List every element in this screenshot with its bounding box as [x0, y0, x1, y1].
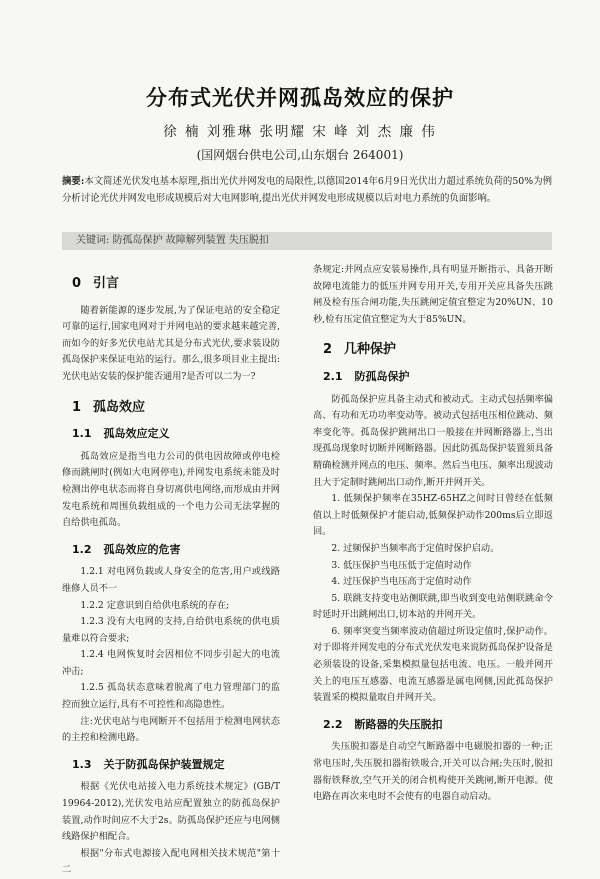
keywords-label: 关键词:	[76, 235, 110, 246]
paper-title: 分布式光伏并网孤岛效应的保护	[146, 86, 454, 110]
list-item: 1.2.4 电网恢复时会因相位不同步引起大的电流冲击;	[62, 649, 280, 677]
subsection-heading: 2.2 断路器的失压脱扣	[323, 717, 443, 731]
subsection-heading: 1.2 孤岛效应的危害	[72, 542, 181, 556]
keywords-text: 防孤岛保护 故障解列装置 失压脱扣	[112, 235, 269, 246]
paragraph: 条规定:并网点应安装易操作,具有明显开断指示、具备开断故障电流能力的低压并网专用开关,专用开关应具备失压跳闸及检有压合闸功能,失压跳闸定值宜整定为20%UN、10秒,检有压定值宜整定为大于85%UN。	[313, 264, 553, 325]
paragraph: 根据"分布式电源接入配电网相关技术规范"第十二	[62, 847, 280, 876]
paragraph: 根据《光伏电站接入电力系统技术规定》(GB/T 19964-2012),光伏发电站应配置独立的防孤岛保护装置,动作时间应不大于2s。防孤岛保护还应与电网侧线路保护相配合。	[62, 781, 280, 843]
keywords-bar	[62, 232, 552, 250]
list-item: 1.2.1 对电网负载或人身安全的危害,用户或线路维修人员不一	[62, 566, 280, 594]
list-item: 1.2.3 没有大电网的支持,自给供电系统的供电质量难以符合要求;	[62, 616, 280, 644]
subsection-heading: 2.1 防孤岛保护	[323, 369, 410, 383]
list-item: 1.2.2 定意识到自给供电系统的存在;	[80, 599, 230, 611]
subsection-heading: 1.3 关于防孤岛保护装置规定	[72, 757, 225, 771]
affiliation: (国网烟台供电公司,山东烟台 264001)	[196, 148, 404, 162]
authors: 徐 楠 刘雅琳 张明耀 宋 峰 刘 杰 廉 伟	[163, 124, 437, 140]
paragraph: 防孤岛保护应具备主动式和被动式。主动式包括频率偏高、有功和无功功率变动等。被动式包括电压相位跳动、频率变化等。孤岛保护跳闸出口一般接在并网断路器上,当出现孤岛现象时切断并网断路器。因此防孤岛保护装置须具备精确检测并网点的电压、频率。然后当电压、频率出现波动且大于定制时跳闸出口动作,断开并网开关。	[313, 393, 553, 488]
list-item: 3. 低压保护当电压低于定值时动作	[331, 559, 472, 571]
list-item: 1. 低频保护频率在35HZ-65HZ之间时日曾经在低频值以上时低频保护才能启动,低频保护动作200ms后立即返回。	[313, 493, 553, 538]
list-item: 2. 过频保护当频率高于定值时保护启动。	[331, 542, 500, 554]
abstract-label: 摘要:	[62, 176, 85, 187]
list-item: 1.2.5 孤岛状态意味着脱离了电力管理部门的监控而独立运行,具有不可控性和高隐患性。	[62, 682, 280, 711]
section-heading: 1 孤岛效应	[72, 399, 146, 415]
right-column	[313, 262, 553, 806]
paragraph: 孤岛效应是指当电力公司的供电因故障或停电检修而跳闸时(例如大电网停电),并网发电系统未能及时检测出停电状态而将自身切离供电网络,而形成由并网发电系统和周围负载组成的一个电力公司无法掌握的自给供电孤岛。	[62, 450, 280, 529]
section-heading: 2 几种保护	[323, 342, 397, 358]
list-item: 4. 过压保护当电压高于定值时动作	[331, 576, 472, 588]
abstract-text: 本文简述光伏发电基本原理,指出光伏并网发电的局限性,以德国2014年6月9日光伏出力超过系统负荷的50%为例分析讨论光伏并网发电形成规模后对大电网影响,提出光伏并网发电形成规模以后对电力系统的负面影响。	[62, 176, 552, 204]
paragraph: 随着新能源的逐步发展,为了保证电站的安全稳定可靠的运行,国家电网对于并网电站的要求越来越完善,而如今的好多光伏电站尤其是分布式光伏,要求装设防孤岛保护来保证电站的运行。那么,很多项目业主提出:光伏电站安装的保护能否通用?是否可以二为一?	[62, 304, 280, 382]
section-heading: 0 引言	[72, 276, 120, 291]
note: 注:光伏电站与电网断开不包括用于检测电网状态的主控和检测电路。	[62, 715, 280, 744]
subsection-heading: 1.1 孤岛效应定义	[72, 427, 170, 441]
list-item: 5. 联跳支持变电站侧联跳,即当收到变电站侧联跳命令时延时开出跳闸出口,切本站的并网开关。	[313, 592, 553, 621]
abstract	[62, 173, 552, 207]
list-item: 6. 频率突变当频率波动值超过所设定值时,保护动作。对于即将并网发电的分布式光伏发电来说防孤岛保护设备是必须装设的设备,采集模拟量包括电流、电压。一般并网开关上的电压互感器、电流互感器是属电网侧,因此孤岛保护装置采的模拟量取自并网开关。	[313, 625, 553, 704]
left-column	[62, 262, 280, 879]
paragraph: 失压脱扣器是自动空气断路器中电磁脱扣器的一种;正常电压时,失压脱扣器衔铁吸合,开关可以合闸;失压时,脱扣器衔铁释放,空气开关的闭合机构使开关跳闸,断开电源。使电路在再次来电时不会使有的电器自动启动。	[313, 741, 553, 803]
